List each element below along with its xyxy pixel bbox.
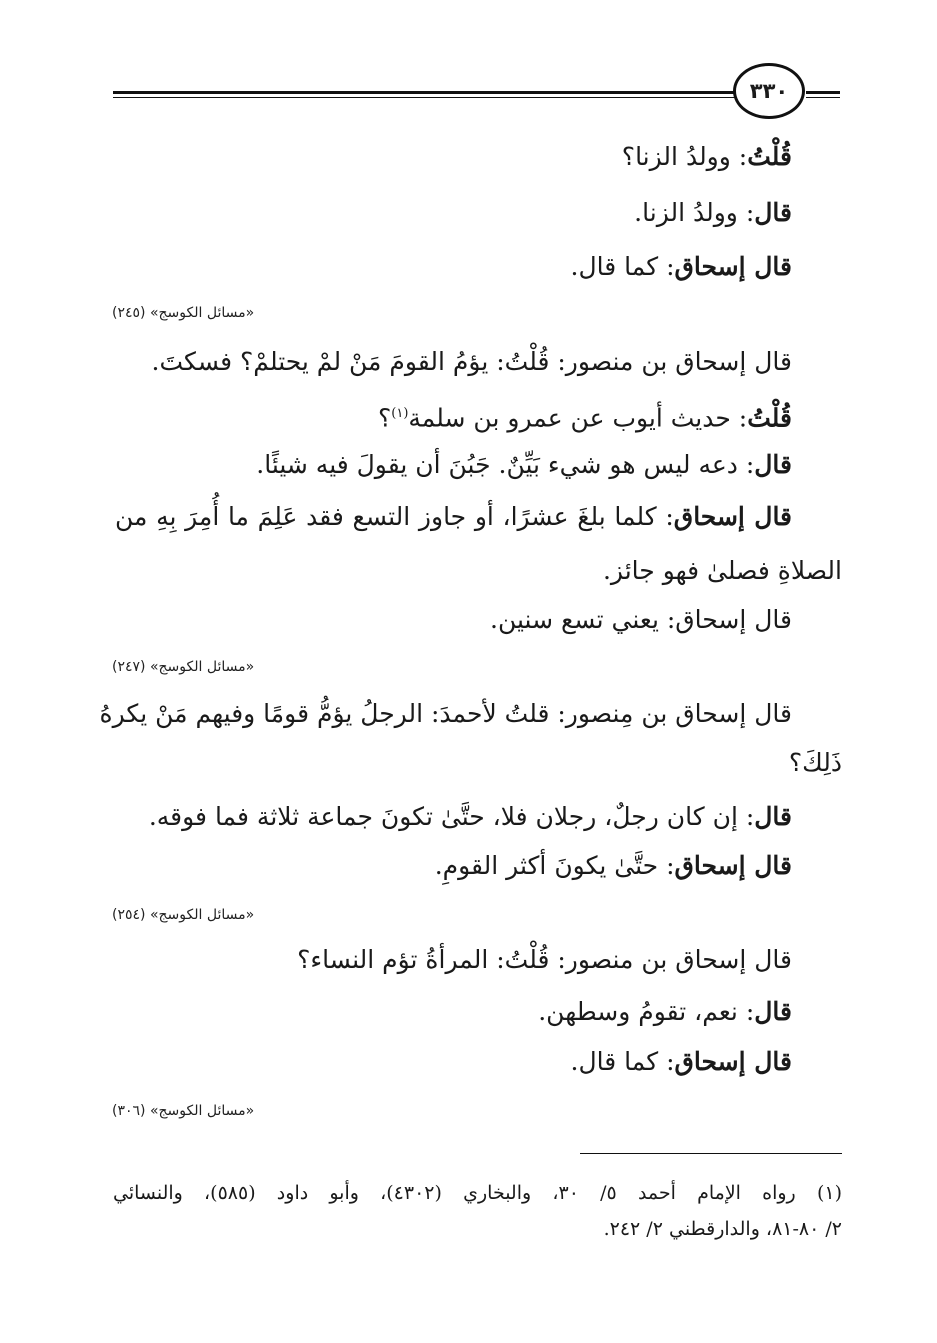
footnote-marker: (١) [391,406,409,421]
text-line [789,746,842,780]
header-rule-thin [113,97,735,98]
speaker-label: قُلْتُ [747,142,792,171]
line-text: قال إسحاق: يعني تسع سنين. [490,605,792,634]
text-line: قال إسحاق: كلما بلغَ عشرًا، أو جاوز التسع فقد عَلِمَ ما أُمِرَ بِهِ من [115,502,793,531]
speaker-label: قُلْتُ [747,403,792,433]
header-rule-right-thin [806,97,840,98]
text-line: قال: دعه ليس هو شيء بَيِّنٌ. جَبُنَ أن يقولَ فيه شيئًا. [256,450,792,479]
source-reference: «مسائل الكوسج» (٢٤٥) [112,305,255,321]
text-line: قال إسحاق: حتَّىٰ يكونَ أكثر القومِ. [434,851,792,880]
page-number-oval [733,63,805,119]
speaker-label: قال إسحاق [674,851,792,880]
line-text: ذَلِكَ؟ [788,748,842,777]
line-text: دعه ليس هو شيء بَيِّنٌ. جَبُنَ أن يقولَ فيه شيئًا. [256,450,738,479]
line-text: قال إسحاق بن مِنصور: قلتُ لأحمدَ: الرجلُ يؤمُّ قومًا وفيهم مَنْ يكرهُ [99,699,792,728]
text-line: قُلْتُ: حديث أيوب عن عمرو بن سلمة$^{(١)}$؟ [377,403,792,433]
line-text: كما قال. [570,252,659,281]
line-text: وولدُ الزنا؟ [621,142,731,171]
line-text: حتَّىٰ يكونَ أكثر القومِ. [434,851,659,880]
footnote-separator [580,1153,842,1154]
text-line: قال: إن كان رجلٌ، رجلان فلا، حتَّىٰ تكونَ جماعة ثلاثة فما فوقه. [148,802,792,831]
footnote-text: ٢/ ٨٠-٨١، والدارقطني ٢/ ٢٤٢. [603,1218,842,1240]
source-reference: «مسائل الكوسج» (٢٤٧) [112,659,255,675]
footnote-number: (١) [816,1182,842,1204]
footnote-text: رواه الإمام أحمد ٥/ ٣٠، والبخاري (٤٣٠٢)، وأبو داود (٥٨٥)، والنسائي [113,1182,796,1204]
line-text: قال إسحاق بن منصور: قُلْتُ: المرأةُ تؤم النساء؟ [297,945,792,974]
text-line [490,603,792,637]
text-line: قال: نعم، تقومُ وسطهن. [538,997,792,1026]
line-text: كما قال. [570,1047,659,1076]
text-line: قال إسحاق: كما قال. [570,252,792,281]
text-line [99,697,792,731]
speaker-label: قال إسحاق [673,502,793,531]
text-line: قال: وولدُ الزنا. [634,198,792,227]
line-text: إن كان رجلٌ، رجلان فلا، حتَّىٰ تكونَ جماعة ثلاثة فما فوقه. [148,802,738,831]
speaker-label: قال إسحاق [674,252,792,281]
line-text: نعم، تقومُ وسطهن. [538,997,738,1026]
text-line: قال إسحاق: كما قال. [570,1047,792,1076]
speaker-label: قال [754,450,792,479]
line-text: حديث أيوب عن عمرو بن سلمة [408,403,731,433]
speaker-label: قال [754,198,792,227]
source-reference: «مسائل الكوسج» (٢٥٤) [112,907,255,923]
page-number: ٣٣٠ [749,79,789,103]
line-text: قال إسحاق بن منصور: قُلْتُ: يؤمُ القومَ مَنْ لمْ يحتلمْ؟ فسكتَ. [151,347,792,376]
header-rule [113,91,735,94]
text-line [297,943,792,977]
text-line: قُلْتُ: وولدُ الزنا؟ [621,142,792,171]
footnote-line [113,1180,842,1206]
speaker-label: قال إسحاق [674,1047,792,1076]
line-text: كلما بلغَ عشرًا، أو جاوز التسع فقد عَلِمَ ما أُمِرَ بِهِ من [115,502,657,531]
text-line [603,554,842,588]
source-reference: «مسائل الكوسج» (٣٠٦) [112,1103,255,1119]
footnote-line [604,1216,842,1242]
header-rule-right [806,91,840,94]
speaker-label: قال [754,802,792,831]
line-text: وولدُ الزنا. [634,198,738,227]
line-text: الصلاةِ فصلىٰ فهو جائز. [602,556,842,585]
text-line [152,345,792,379]
speaker-label: قال [754,997,792,1026]
